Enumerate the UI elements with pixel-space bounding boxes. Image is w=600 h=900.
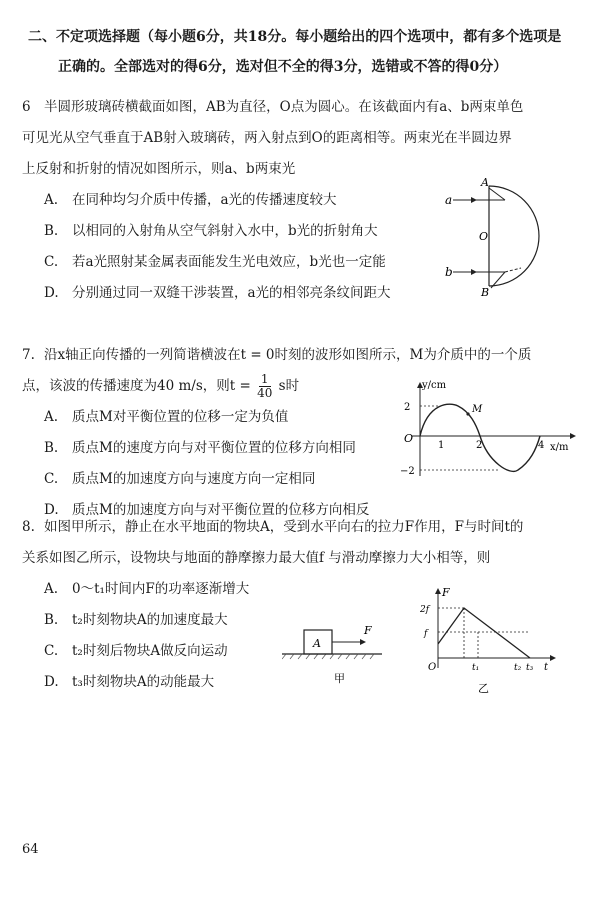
q7-number: 7. — [22, 347, 35, 363]
q7-fig-xtick-4: 4 — [538, 440, 545, 451]
q8-fig-yi-t2: t₂ — [514, 663, 522, 673]
q8-fig-yi-t3: t₃ — [526, 663, 534, 673]
q6-stem-line3: 上反射和折射的情况如图所示，则a、b两束光 — [22, 161, 296, 177]
q7-fig-ytick-pos: 2 — [404, 402, 411, 413]
q7-fig-ytick-neg: −2 — [400, 466, 415, 477]
q8-fig-block-A: A — [313, 637, 321, 650]
q7-fig-origin: O — [404, 432, 414, 445]
q7-option-d: D. 质点M的加速度方向与对平衡位置的位移方向相反 — [44, 502, 370, 518]
q6-figure-semicircle — [445, 178, 570, 302]
q6-stem-line2: 可见光从空气垂直于AB射入玻璃砖，两入射点到O的距离相等。两束光在半圆边界 — [22, 130, 512, 146]
q8-fig-yi-2fm: 2f — [420, 605, 430, 615]
q8-fig-yi-fm: f — [424, 629, 428, 639]
q7-fig-xtick-1: 1 — [438, 440, 445, 451]
q6-option-b: B. 以相同的入射角从空气斜射入水中，b光的折射角大 — [44, 223, 378, 239]
q7-figure-wave — [398, 380, 578, 484]
section-header-line1: 二、不定项选择题（每小题6分，共18分。每小题给出的四个选项中，都有多个选项是 — [28, 29, 562, 45]
q8-fig-yi-origin: O — [428, 662, 437, 673]
q7-stem-line2: 点，该波的传播速度为40 m/s，则t = $\frac{1}{40}$ s时 — [22, 372, 300, 400]
q7-fig-xtick-2: 2 — [476, 440, 483, 451]
q8-fig-yi-t1: t₁ — [472, 663, 480, 673]
q6-number: 6 — [22, 99, 31, 115]
q6-fig-label-b: b — [445, 265, 453, 279]
q8-fig-yi-t: t — [544, 662, 549, 673]
q8-number: 8. — [22, 519, 35, 535]
q8-fig-caption-yi: 乙 — [478, 682, 489, 695]
q7-stem-line1: 7. 沿x轴正向传播的一列简谐横波在t = 0时刻的波形如图所示，M为介质中的一个质 — [22, 340, 577, 371]
q8-option-c: C. t₂时刻后物块A做反向运动 — [44, 643, 228, 659]
q8-figure-jia — [282, 612, 392, 696]
section-header-line2: 正确的。全部选对的得6分，选对但不全的得3分，选错或不答的得0分） — [58, 59, 508, 75]
q8-stem-line2: 关系如图乙所示，设物块与地面的静摩擦力最大值f 与滑动摩擦力大小相等，则 — [22, 550, 491, 566]
q6-option-d: D. 分别通过同一双缝干涉装置，a光的相邻亮条纹间距大 — [44, 285, 391, 301]
q7-option-a: A. 质点M对平衡位置的位移一定为负值 — [44, 409, 289, 425]
section-header — [28, 22, 573, 82]
q6-fig-label-B: B — [481, 286, 490, 298]
q6-fig-label-O: O — [479, 230, 489, 243]
q6-option-a: A. 在同种均匀介质中传播，a光的传播速度较大 — [44, 192, 337, 208]
q7-fraction: $\frac{1}{40}$ — [257, 372, 273, 400]
q8-fig-yi-F: F — [442, 586, 450, 599]
q7-fig-label-M: M — [472, 404, 483, 415]
q6-stem-line1: 6 半圆形玻璃砖横截面如图，AB为直径，O点为圆心。在该截面内有a、b两束单色 — [22, 92, 577, 123]
q8-fig-force-F: F — [364, 624, 372, 637]
q6-fig-label-A: A — [481, 178, 489, 189]
q7-option-c: C. 质点M的加速度方向与速度方向一定相同 — [44, 471, 316, 487]
q6-fig-label-a: a — [445, 193, 453, 207]
q8-figure-yi — [420, 586, 560, 702]
q7-option-b: B. 质点M的速度方向与对平衡位置的位移方向相同 — [44, 440, 356, 456]
q8-option-b: B. t₂时刻物块A的加速度最大 — [44, 612, 228, 628]
q7-fig-xlabel: x/m — [550, 442, 569, 453]
q8-option-d: D. t₃时刻物块A的动能最大 — [44, 674, 215, 690]
q8-option-a: A. 0～t₁时间内F的功率逐渐增大 — [44, 581, 250, 597]
q6-option-c: C. 若a光照射某金属表面能发生光电效应，b光也一定能 — [44, 254, 386, 270]
q7-fig-ylabel: y/cm — [422, 380, 447, 391]
q8-stem-line1: 8. 如图甲所示，静止在水平地面的物块A，受到水平向右的拉力F作用，F与时间t的 — [22, 512, 577, 543]
q8-fig-caption-jia: 甲 — [334, 672, 345, 685]
page-number: 64 — [22, 842, 39, 857]
